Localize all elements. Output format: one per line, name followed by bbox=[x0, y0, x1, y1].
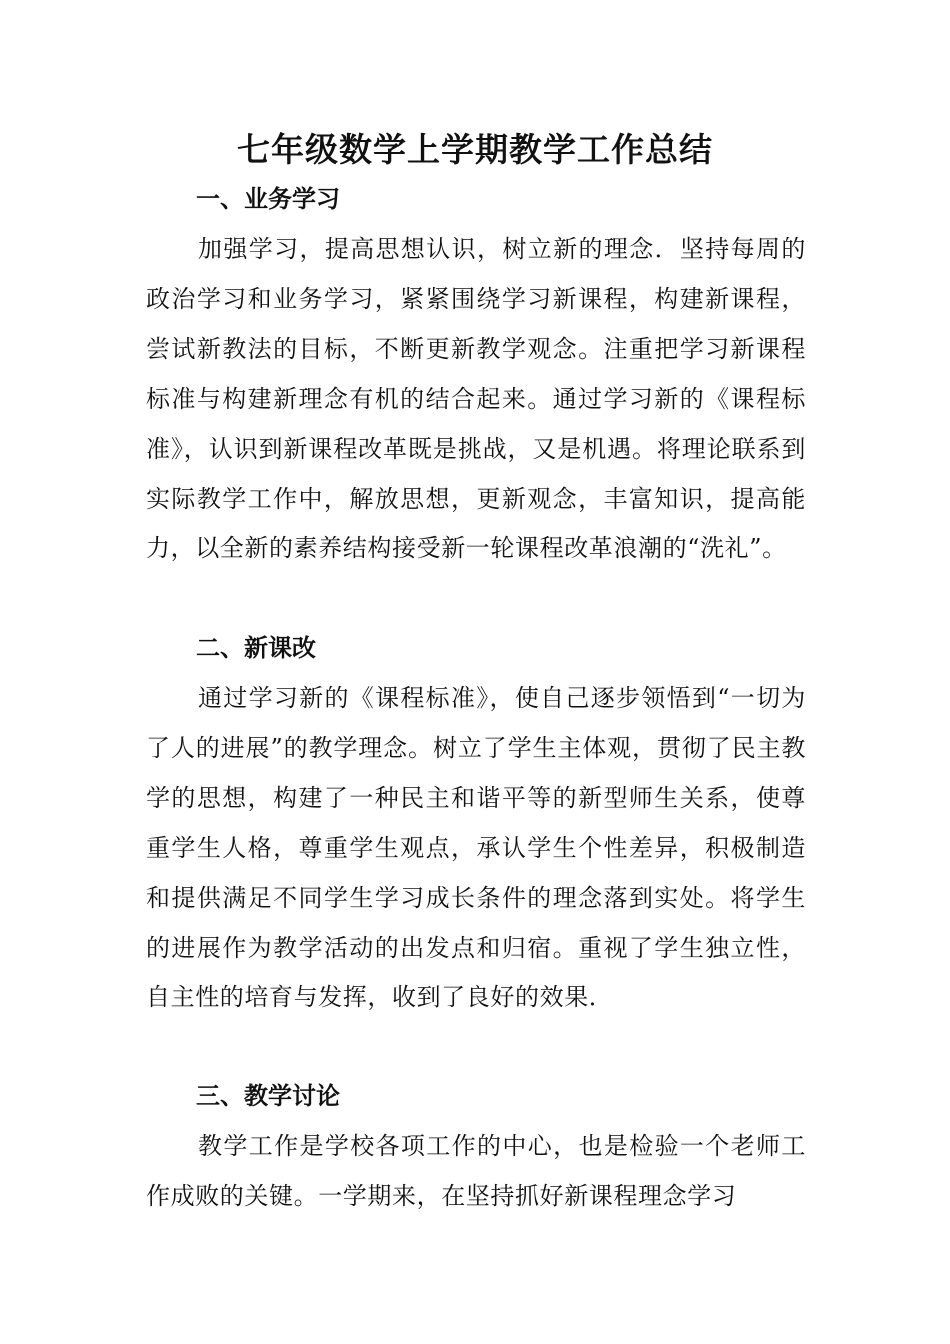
page-title: 七年级数学上学期教学工作总结 bbox=[237, 130, 713, 169]
section-paragraph-1: 加强学习，提高思想认识，树立新的理念．坚持每周的政治学习和业务学习，紧紧围绕学习新课程，构建新课程，尝试新教法的目标，不断更新教学观念。注重把学习新课程标准与构建新理念有机的结合起来。通过学习新的《课程标准》，认识到新课程改革既是挑战，又是机遇。将理论联系到实际教学工作中，解放思想，更新观念，丰富知识，提高能力，以全新的素养结构接受新一轮课程改革浪潮的“洗礼”。 bbox=[146, 235, 806, 563]
section-paragraph-2: 通过学习新的《课程标准》，使自己逐步领悟到“一切为了人的进展”的教学理念。树立了学生主体观，贯彻了民主教学的思想，构建了一种民主和谐平等的新型师生关系，使尊重学生人格，尊重学生观点，承认学生个性差异，积极制造和提供满足不同学生学习成长条件的理念落到实处。将学生的进展作为教学活动的出发点和归宿。重视了学生独立性，自主性的培育与发挥，收到了良好的效果． bbox=[146, 684, 806, 1012]
section-heading-2: 二、新课改 bbox=[196, 633, 316, 662]
section-heading-1: 一、业务学习 bbox=[196, 184, 340, 213]
section-paragraph-3: 教学工作是学校各项工作的中心，也是检验一个老师工作成败的关键。一学期来，在坚持抓好新课程理念学习 bbox=[146, 1132, 806, 1210]
section-heading-3: 三、教学讨论 bbox=[196, 1081, 340, 1110]
